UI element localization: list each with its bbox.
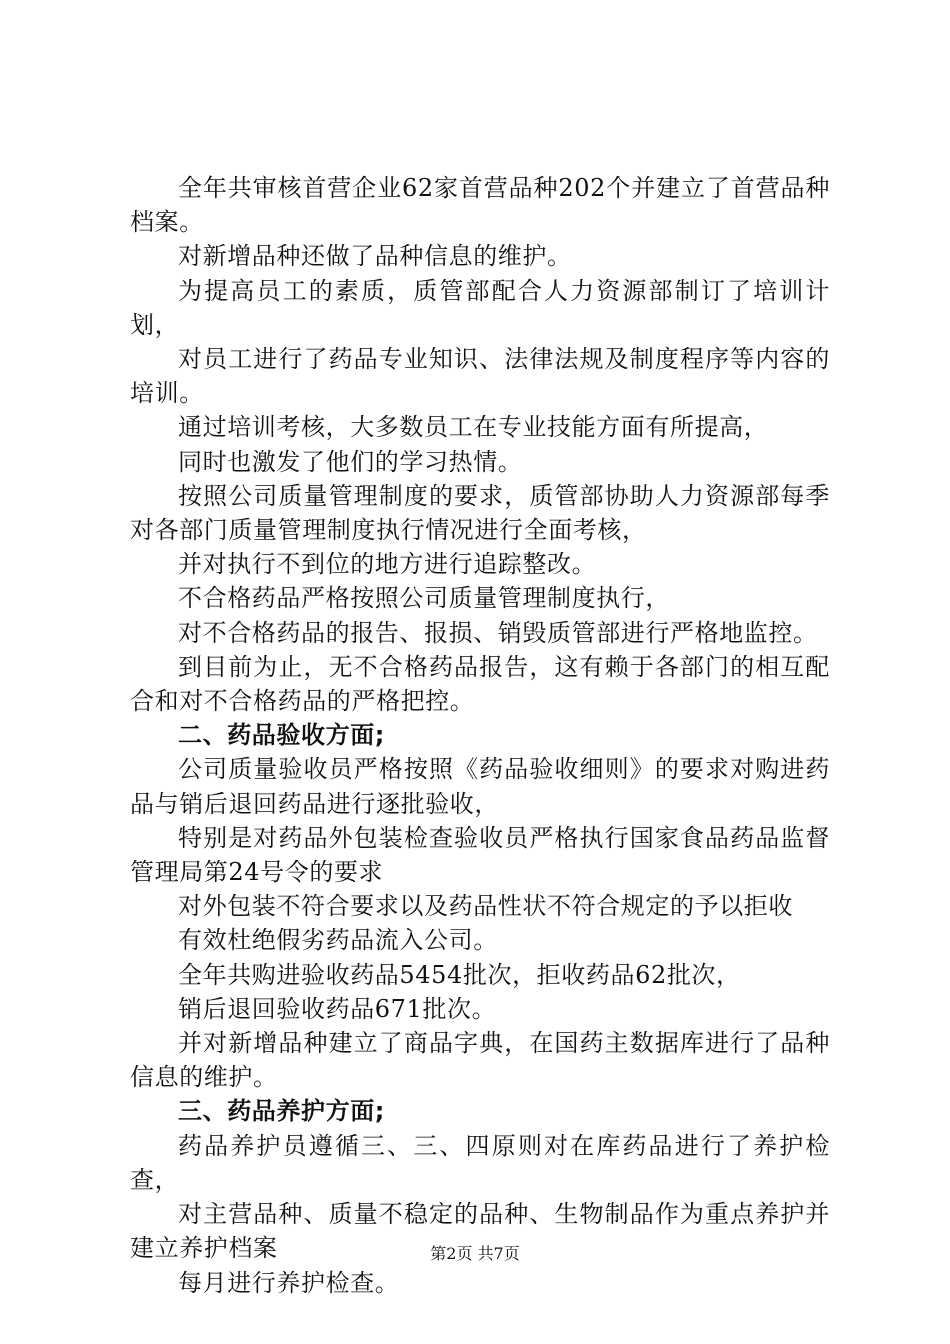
body-paragraph: 全年共购进验收药品5454批次，拒收药品62批次， xyxy=(178,960,741,989)
body-paragraph: 全年共审核首营企业62家首营品种202个并建立了首营品种档案。 xyxy=(130,174,830,237)
body-paragraph: 销后退回验收药品671批次。 xyxy=(178,994,497,1023)
body-paragraph: 并对新增品种建立了商品字典，在国药主数据库进行了品种信息的维护。 xyxy=(130,1029,830,1092)
body-paragraph: 对外包装不符合要求以及药品性状不符合规定的予以拒收 xyxy=(178,892,793,921)
body-paragraph: 每月进行养护检查。 xyxy=(178,1268,400,1297)
body-paragraph: 并对执行不到位的地方进行追踪整改。 xyxy=(178,550,597,579)
body-paragraph: 为提高员工的素质，质管部配合人力资源部制订了培训计划， xyxy=(130,276,830,339)
body-paragraph: 有效杜绝假劣药品流入公司。 xyxy=(178,926,498,955)
body-paragraph: 到目前为止，无不合格药品报告，这有赖于各部门的相互配合和对不合格药品的严格把控。 xyxy=(130,652,830,716)
body-paragraph: 特别是对药品外包装检查验收员严格执行国家食品药品监督管理局第24号令的要求 xyxy=(130,823,830,887)
body-paragraph: 公司质量验收员严格按照《药品验收细则》的要求对购进药品与销后退回药品进行逐批验收， xyxy=(130,755,830,818)
body-paragraph: 对主营品种、质量不稳定的品种、生物制品作为重点养护并建立养护档案 xyxy=(130,1200,830,1263)
body-paragraph: 同时也激发了他们的学习热情。 xyxy=(178,447,523,476)
page-number-footer: 第2页 共7页 xyxy=(430,1244,520,1263)
body-paragraph: 对不合格药品的报告、报损、销毁质管部进行严格地监控。 xyxy=(178,618,818,647)
body-paragraph: 药品养护员遵循三、三、四原则对在库药品进行了养护检查， xyxy=(130,1131,830,1194)
body-paragraph: 通过培训考核，大多数员工在专业技能方面有所提高， xyxy=(178,413,769,442)
document-body xyxy=(130,171,830,1300)
section-heading: 二、药品验收方面; xyxy=(178,721,385,750)
body-paragraph: 对新增品种还做了品种信息的维护。 xyxy=(178,242,572,271)
body-paragraph: 对员工进行了药品专业知识、法律法规及制度程序等内容的培训。 xyxy=(130,345,830,408)
body-paragraph: 不合格药品严格按照公司质量管理制度执行， xyxy=(178,584,670,613)
section-heading: 三、药品养护方面; xyxy=(178,1097,385,1126)
body-paragraph: 按照公司质量管理制度的要求，质管部协助人力资源部每季对各部门质量管理制度执行情况进行全面考核， xyxy=(130,481,830,545)
